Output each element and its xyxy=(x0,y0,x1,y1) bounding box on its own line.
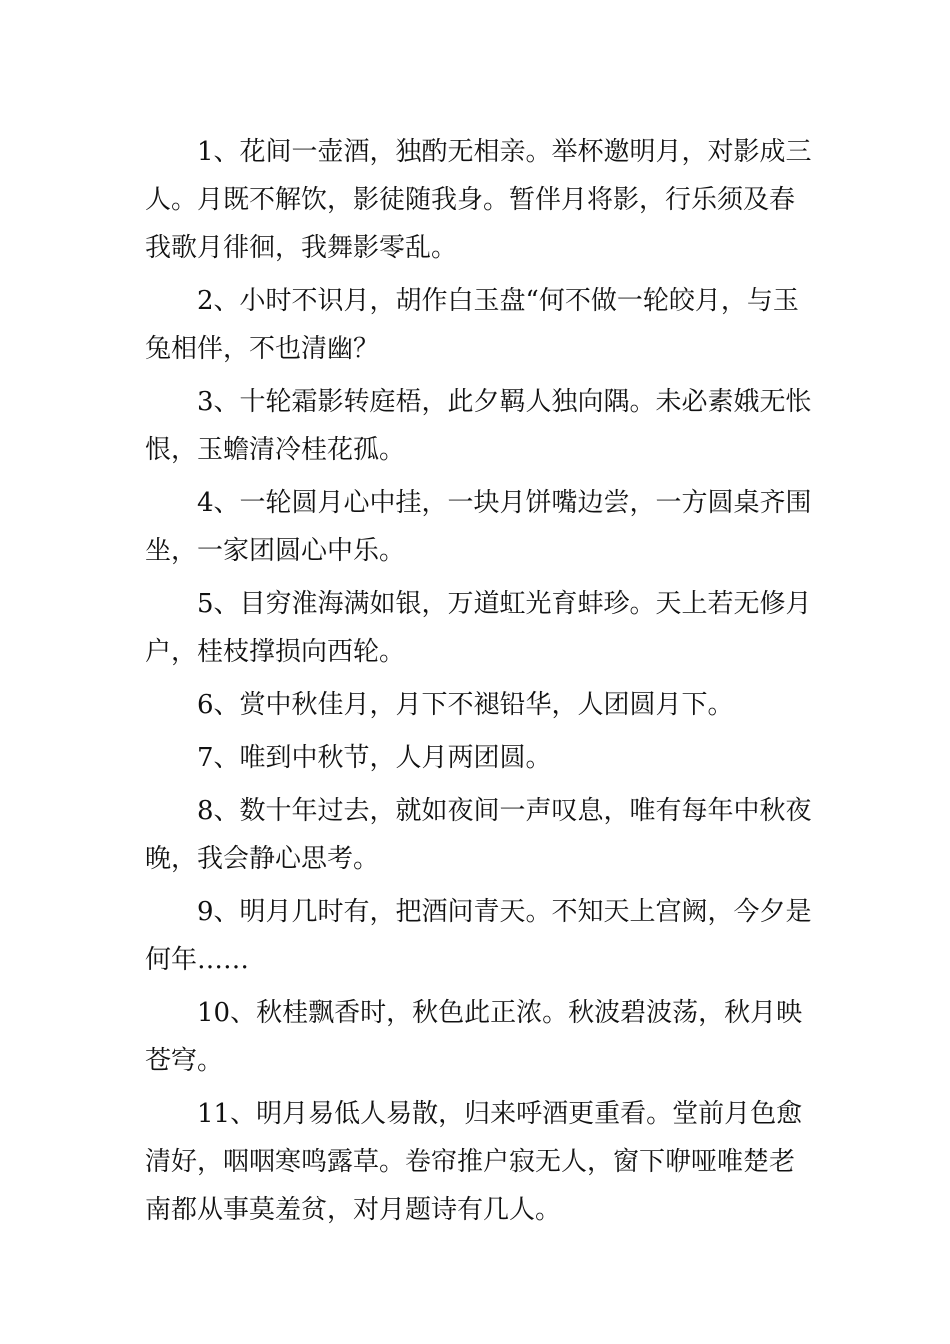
paragraph-5 xyxy=(145,580,810,676)
paragraph-line: 晚，我会静心思考。 xyxy=(145,844,380,874)
paragraph-line: 户，桂枝撑损向西轮。 xyxy=(145,637,406,667)
paragraph-6 xyxy=(145,681,810,729)
paragraph-line: 兔相伴，不也清幽？ xyxy=(145,334,380,364)
paragraph-1 xyxy=(145,128,810,272)
paragraph-line: 苍穹。 xyxy=(145,1046,224,1076)
paragraph-line: 清好，咽咽寒鸣露草。卷帘推户寂无人，窗下咿哑唯楚老 xyxy=(145,1147,796,1177)
paragraph-8 xyxy=(145,787,810,883)
document-body xyxy=(145,128,810,1239)
paragraph-line: 南都从事莫羞贫，对月题诗有几人。 xyxy=(145,1195,562,1225)
paragraph-4 xyxy=(145,479,810,575)
paragraph-3 xyxy=(145,378,810,474)
paragraph-line: 8、数十年过去，就如夜间一声叹息，唯有每年中秋夜 xyxy=(197,796,812,826)
paragraph-line: 10、秋桂飘香时，秋色此正浓。秋波碧波荡，秋月映 xyxy=(197,998,803,1028)
paragraph-line: 人。月既不解饮，影徒随我身。暂伴月将影，行乐须及春 xyxy=(145,185,796,215)
paragraph-11 xyxy=(145,1090,810,1234)
paragraph-line: 11、明月易低人易散，归来呼酒更重看。堂前月色愈 xyxy=(197,1099,803,1129)
paragraph-line: 6、赏中秋佳月，月下不褪铅华，人团圆月下。 xyxy=(197,690,734,720)
paragraph-line: 4、一轮圆月心中挂，一块月饼嘴边尝，一方圆桌齐围 xyxy=(197,488,812,518)
paragraph-2 xyxy=(145,277,810,373)
paragraph-line: 恨，玉蟾清冷桂花孤。 xyxy=(145,435,406,465)
paragraph-10 xyxy=(145,989,810,1085)
paragraph-line: 2、小时不识月，胡作白玉盘“何不做一轮皎月，与玉 xyxy=(197,286,799,316)
paragraph-line: 坐，一家团圆心中乐。 xyxy=(145,536,406,566)
paragraph-line: 我歌月徘徊，我舞影零乱。 xyxy=(145,233,458,263)
paragraph-line: 何年…… xyxy=(145,945,250,975)
paragraph-line: 3、十轮霜影转庭梧，此夕羁人独向隅。未必素娥无怅 xyxy=(197,387,812,417)
paragraph-line: 9、明月几时有，把酒问青天。不知天上宫阙，今夕是 xyxy=(197,897,812,927)
paragraph-7 xyxy=(145,734,810,782)
paragraph-9 xyxy=(145,888,810,984)
paragraph-line: 5、目穷淮海满如银，万道虹光育蚌珍。天上若无修月 xyxy=(197,589,812,619)
paragraph-line: 7、唯到中秋节，人月两团圆。 xyxy=(197,743,552,773)
paragraph-line: 1、花间一壶酒，独酌无相亲。举杯邀明月，对影成三 xyxy=(197,137,812,167)
